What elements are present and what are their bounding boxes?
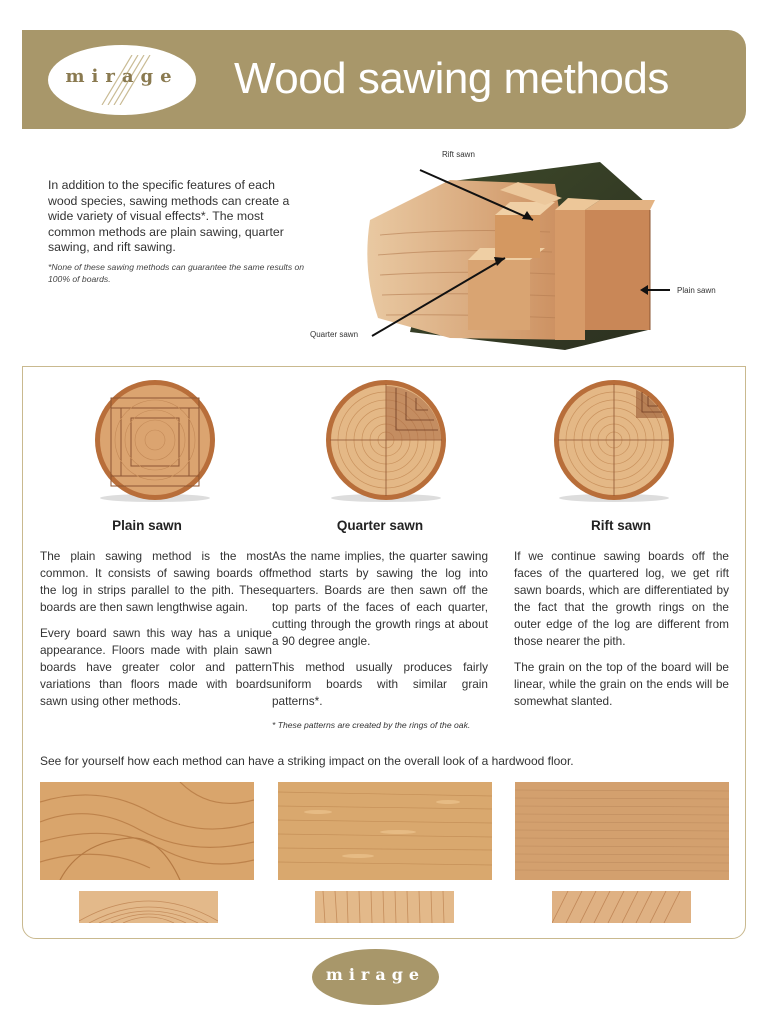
quarter-sawn-end-grain-image <box>315 891 454 923</box>
plain-sawn-title: Plain sawn <box>112 518 182 533</box>
plain-sawn-paragraph: Every board sawn this way has a unique appearance. Floors made with plain sawn boards have greater color and pattern variations than floors made with boards sawn using other methods. <box>40 626 272 708</box>
footer-mirage-logo[interactable] <box>312 949 439 1005</box>
mirage-logo[interactable] <box>48 45 196 115</box>
log-illustration <box>300 140 740 355</box>
plain-sawn-text <box>40 548 272 719</box>
logo-text: mirage <box>65 66 179 87</box>
rift-sawn-board-image <box>515 782 729 880</box>
quarter-sawn-paragraph: This method usually produces fairly uniform boards with similar grain patterns*. <box>272 660 488 708</box>
rift-sawn-paragraph: If we continue sawing boards off the faces of the quartered log, we get rift sawn boards, which are differentiated by the fact that the growth rings on the outer edge of the log are different from those nearer the pith. <box>514 549 729 648</box>
quarter-sawn-label: Quarter sawn <box>310 330 359 339</box>
log-diagram <box>300 140 740 355</box>
rift-sawn-title: Rift sawn <box>590 518 651 533</box>
see-for-yourself-text: See for yourself how each method can have a striking impact on the overall look of a hardwood floor. <box>40 754 574 768</box>
intro-note: *None of these sawing methods can guarantee the same results on 100% of boards. <box>48 262 305 284</box>
rift-sawn-text <box>514 548 729 719</box>
quarter-sawn-board-image <box>278 782 492 880</box>
quarter-sawn-text <box>272 548 488 731</box>
header-band <box>22 30 746 129</box>
intro-paragraph: In addition to the specific features of each wood species, sawing methods can create a wide variety of visual effects*. The most common methods are plain sawing, quarter sawing, and rift sawing. <box>48 178 290 254</box>
quarter-sawn-note: * These patterns are created by the rings of the oak. <box>272 720 471 730</box>
rift-sawn-end-grain-image <box>552 891 691 923</box>
plain-sawn-board-image <box>40 782 254 880</box>
plain-sawn-label: Plain sawn <box>677 286 716 295</box>
quarter-sawn-disc <box>316 378 456 504</box>
plain-sawn-paragraph: The plain sawing method is the most common. It consists of sawing boards off the log in strips parallel to the pith. These boards are then sawn lengthwise again. <box>40 549 272 614</box>
footer-logo-text: mirage <box>325 965 426 984</box>
rift-sawn-disc <box>544 378 684 504</box>
page-title: Wood sawing methods <box>234 54 669 103</box>
quarter-sawn-title: Quarter sawn <box>336 518 424 533</box>
rift-sawn-paragraph: The grain on the top of the board will be linear, while the grain on the ends will be somewhat slanted. <box>514 660 729 708</box>
quarter-sawn-paragraph: As the name implies, the quarter sawing method starts by sawing the log into quarters. Boards are then sawn off the top parts of the faces of each quarter, cutting through the growth rings at about a 90 degree angle. <box>272 549 488 648</box>
plain-sawn-disc <box>85 378 225 504</box>
rift-sawn-label: Rift sawn <box>442 150 475 159</box>
plain-sawn-end-grain-image <box>79 891 218 923</box>
